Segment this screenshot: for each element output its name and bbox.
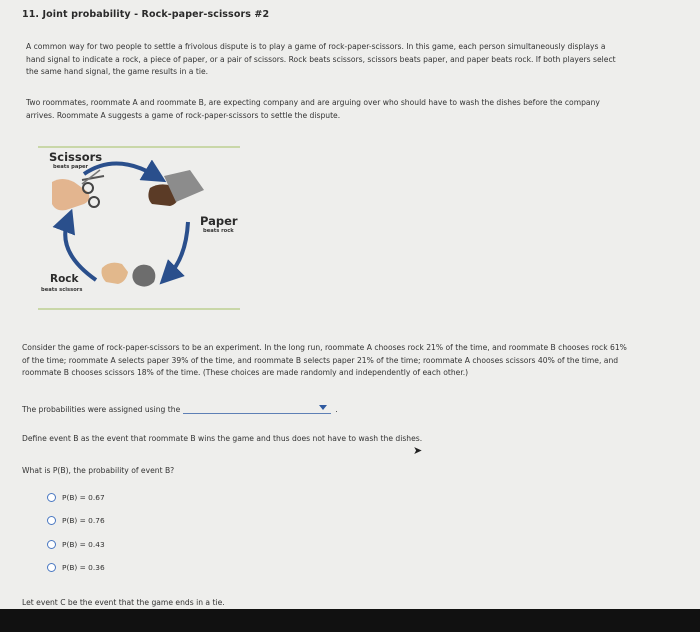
paper-sub: beats rock [203,228,234,234]
option-label: P(B) = 0.43 [62,540,105,549]
option-4[interactable] [47,563,105,572]
radio-button[interactable] [47,563,56,572]
paper-hand-icon [148,170,204,206]
experiment-paragraph: Consider the game of rock-paper-scissors to be an experiment. In the long run, roommate A chooses rock 21% of the time, and roommate B chooses rock 61% of the time; roommate A selects paper 39% of the time, and roommate B selects paper 21% of the time; roommate A chooses scissors 40% of the time, and roommate B chooses scissors 18% of the time. (These choices are made randomly and independently of each other.) [22,343,627,378]
arrow-rock-to-scissors [65,220,96,280]
option-label: P(B) = 0.76 [62,516,105,525]
define-event-b: Define event B as the event that roommate B wins the game and thus does not have to wash the dishes. [22,434,423,443]
question-text: What is P(B), the probability of event B? [22,466,175,475]
select-period: . [335,405,338,414]
dropdown-caret-icon[interactable] [319,405,327,410]
arrow-paper-to-rock [168,222,188,276]
paper-label: Paper [200,214,238,228]
option-2[interactable] [47,516,105,525]
page-title: 11. Joint probability - Rock-paper-scissors #2 [22,9,270,20]
rps-figure [38,140,242,312]
option-3[interactable] [47,540,105,549]
rock-hand-icon [102,263,156,287]
rock-sub: beats scissors [41,287,83,293]
scissors-hand-icon [52,170,104,210]
cursor-icon: ➤ [413,444,423,457]
scissors-sub: beats paper [53,164,89,170]
method-dropdown[interactable] [183,403,331,414]
radio-button[interactable] [47,540,56,549]
bottom-bar [0,609,700,632]
option-1[interactable] [47,493,105,502]
event-c-text: Let event C be the event that the game ends in a tie. [22,598,225,607]
select-prompt: The probabilities were assigned using the [22,405,181,414]
roommates-paragraph: Two roommates, roommate A and roommate B, are expecting company and are arguing over who should have to wash the dishes before the company arrives. Roommate A suggests a game of rock-paper-scissors to settle the dispute. [26,98,600,120]
radio-button[interactable] [47,493,56,502]
option-label: P(B) = 0.67 [62,493,105,502]
scissors-label: Scissors [49,150,103,164]
intro-paragraph: A common way for two people to settle a frivolous dispute is to play a game of rock-paper-scissors. In this game, each person simultaneously displays a hand signal to indicate a rock, a piece of paper, or a pair of scissors. Rock beats scissors, scissors beats paper, and paper beats rock. If both players select the same hand signal, the game results in a tie. [26,42,616,77]
assignment-sentence [22,403,338,414]
rock-label: Rock [50,273,79,285]
rps-cycle-graphic [38,140,242,312]
radio-button[interactable] [47,516,56,525]
option-label: P(B) = 0.36 [62,563,105,572]
